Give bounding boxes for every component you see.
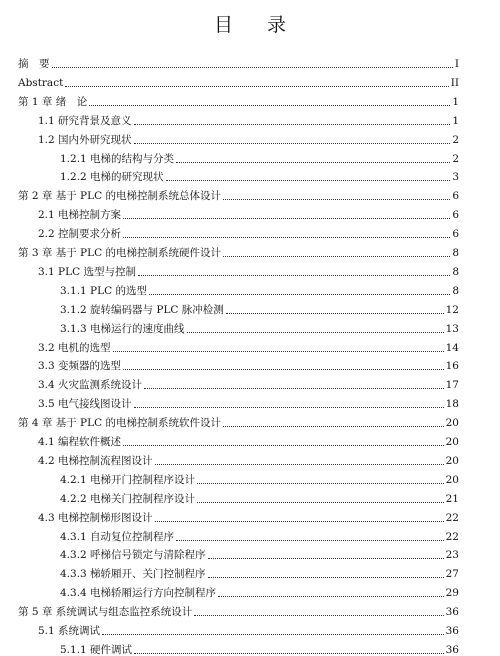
- toc-entry-page: 36: [445, 625, 459, 637]
- toc-entry-label: 4.1 编程软件概述: [38, 436, 122, 448]
- toc-entry-page: 6: [452, 228, 459, 241]
- toc-entry-label: 1.2 国内外研究现状: [38, 133, 132, 146]
- toc-entry-page: I: [454, 58, 459, 70]
- toc-entry-page: 12: [445, 303, 459, 316]
- toc-entry-page: 1: [452, 95, 459, 108]
- toc-dot-leader: [223, 256, 450, 257]
- toc-entry[interactable]: [60, 638, 459, 656]
- toc-entry-label: 2.2 控制要求分析: [38, 228, 122, 241]
- toc-entry-label: 5.1 系统调试: [38, 625, 101, 637]
- toc-entry-label: 第 5 章 系统调试与组态监控系统设计: [18, 606, 193, 619]
- toc-entry-label: 3.2 电机的选型: [38, 341, 111, 354]
- toc-entry[interactable]: [60, 525, 459, 543]
- toc-entry-label: Abstract: [18, 76, 64, 89]
- toc-entry-page: 23: [445, 549, 459, 562]
- toc-entry-label: 4.3.2 呼梯信号锁定与清除程序: [60, 549, 206, 562]
- toc-entry[interactable]: [60, 581, 459, 599]
- toc-entry-label: 4.3.4 电梯轿厢运行方向控制程序: [60, 587, 217, 600]
- toc-entry[interactable]: [18, 600, 459, 618]
- toc-dot-leader: [166, 180, 451, 181]
- toc-dot-leader: [194, 615, 443, 616]
- toc-dot-leader: [134, 653, 444, 654]
- toc-entry-page: 3: [452, 171, 459, 184]
- toc-dot-leader: [123, 369, 444, 370]
- toc-entry[interactable]: [18, 411, 459, 429]
- toc-entry-page: 36: [445, 606, 459, 619]
- toc-entry-label: 1.1 研究背景及意义: [38, 114, 132, 127]
- toc-entry-page: 13: [445, 322, 459, 335]
- toc-entry[interactable]: [18, 184, 459, 202]
- toc-entry-page: 36: [445, 643, 459, 656]
- toc-entry-page: 29: [445, 587, 459, 600]
- toc-entry-page: 16: [445, 360, 459, 373]
- toc-entry[interactable]: [38, 260, 459, 278]
- toc-entry[interactable]: [38, 373, 459, 391]
- toc-dot-leader: [113, 351, 444, 352]
- toc-entry-label: 4.2 电梯控制流程图设计: [38, 454, 153, 467]
- toc-entry-label: 第 3 章 基于 PLC 的电梯控制系统硬件设计: [18, 247, 221, 259]
- toc-entry-page: 8: [452, 265, 459, 278]
- toc-dot-leader: [52, 67, 453, 68]
- toc-entry-page: 17: [445, 379, 459, 392]
- toc-entry[interactable]: [38, 506, 459, 524]
- toc-dot-leader: [223, 199, 450, 200]
- toc-dot-leader: [155, 464, 444, 465]
- toc-entry-label: 2.1 电梯控制方案: [38, 209, 122, 222]
- toc-dot-leader: [218, 596, 444, 597]
- toc-entry-label: 4.2.1 电梯开门控制程序设计: [60, 473, 196, 486]
- toc-entry-page: 6: [452, 209, 459, 222]
- toc-entry[interactable]: [60, 298, 459, 316]
- toc-entry[interactable]: [38, 336, 459, 354]
- toc-entry[interactable]: [38, 619, 459, 637]
- toc-entry-label: 5.1.1 硬件调试: [60, 643, 133, 656]
- toc-entry[interactable]: [60, 468, 459, 486]
- toc-entry-label: 3.1.3 电梯运行的速度曲线: [60, 322, 185, 335]
- toc-dot-leader: [134, 143, 451, 144]
- toc-entry-label: 3.1.2 旋转编码器与 PLC 脉冲检测: [60, 303, 224, 316]
- toc-entry[interactable]: [38, 449, 459, 467]
- toc-entry[interactable]: [60, 317, 459, 335]
- toc-entry[interactable]: [18, 90, 459, 108]
- toc-dot-leader: [123, 237, 450, 238]
- toc-dot-leader: [176, 162, 450, 163]
- toc-entry-label: 1.2.2 电梯的研究现状: [60, 171, 164, 184]
- toc-entry-label: 4.3.1 自动复位控制程序: [60, 530, 175, 543]
- toc-dot-leader: [197, 502, 444, 503]
- toc-entry[interactable]: [60, 562, 459, 580]
- toc-dot-leader: [144, 388, 444, 389]
- toc-entry-page: 8: [452, 284, 459, 297]
- toc-dot-leader: [187, 332, 444, 333]
- toc-entry[interactable]: [38, 354, 459, 372]
- toc-dot-leader: [123, 445, 444, 446]
- toc-entry-page: 2: [452, 133, 459, 146]
- toc-dot-leader: [176, 540, 444, 541]
- toc-dot-leader: [134, 407, 444, 408]
- toc-dot-leader: [197, 483, 444, 484]
- toc-entry[interactable]: [38, 430, 459, 448]
- toc-entry-page: 18: [445, 398, 459, 411]
- toc-entry-page: 22: [445, 511, 459, 524]
- toc-entry-label: 摘 要: [18, 58, 50, 70]
- toc-entry-page: 27: [445, 568, 459, 581]
- toc-entry-label: 3.1 PLC 选型与控制: [38, 265, 136, 278]
- toc-entry-label: 3.1.1 PLC 的选型: [60, 284, 147, 297]
- toc-dot-leader: [223, 426, 444, 427]
- toc-entry[interactable]: [38, 203, 459, 221]
- toc-dot-leader: [208, 558, 444, 559]
- toc-entry-page: 6: [452, 190, 459, 203]
- toc-entry-page: II: [450, 76, 459, 89]
- toc-entry-label: 1.2.1 电梯的结构与分类: [60, 152, 175, 165]
- toc-entry[interactable]: [60, 487, 459, 505]
- toc-entry[interactable]: [38, 392, 459, 410]
- toc-entry-page: 20: [445, 417, 459, 430]
- toc-dot-leader: [123, 218, 450, 219]
- toc-dot-leader: [226, 313, 444, 314]
- toc-entry-label: 第 2 章 基于 PLC 的电梯控制系统总体设计: [18, 190, 221, 203]
- toc-entry-page: 14: [445, 341, 459, 354]
- toc-entry-label: 4.3 电梯控制梯形图设计: [38, 511, 153, 524]
- toc-entry[interactable]: [18, 241, 459, 259]
- toc-entry[interactable]: [38, 109, 459, 127]
- toc-dot-leader: [208, 577, 444, 578]
- page-title: 目 录: [213, 14, 301, 36]
- toc-entry-page: 22: [445, 530, 459, 543]
- toc-entry[interactable]: [60, 543, 459, 561]
- toc-entry-page: 21: [445, 492, 459, 505]
- toc-dot-leader: [65, 86, 448, 87]
- toc-entry-label: 4.3.3 梯轿厢开、关门控制程序: [60, 568, 206, 581]
- toc-entry[interactable]: [60, 147, 459, 165]
- toc-entry-page: 20: [445, 454, 459, 467]
- toc-entry-label: 第 4 章 基于 PLC 的电梯控制系统软件设计: [18, 417, 221, 430]
- toc-entry-label: 3.5 电气接线图设计: [38, 398, 132, 411]
- toc-entry[interactable]: [38, 222, 459, 240]
- toc-entry-label: 第 1 章 绪 论: [18, 95, 88, 108]
- toc-dot-leader: [134, 124, 451, 125]
- toc-entry[interactable]: [18, 52, 459, 70]
- toc-entry[interactable]: [60, 165, 459, 183]
- toc-entry-page: 20: [445, 436, 459, 448]
- toc-dot-leader: [89, 105, 450, 106]
- toc-entry[interactable]: [38, 128, 459, 146]
- toc-entry[interactable]: [60, 279, 459, 297]
- toc-entry-label: 3.4 火灾监测系统设计: [38, 379, 143, 392]
- toc-entry-page: 1: [452, 114, 459, 127]
- toc-dot-leader: [155, 521, 444, 522]
- toc-dot-leader: [102, 634, 444, 635]
- toc-entry-label: 3.3 变频器的选型: [38, 360, 122, 373]
- toc-entry-label: 4.2.2 电梯关门控制程序设计: [60, 492, 196, 505]
- toc-entry[interactable]: [18, 71, 459, 89]
- toc-entry-page: 8: [452, 247, 459, 259]
- toc-entry-page: 2: [452, 152, 459, 165]
- toc-entry-page: 20: [445, 473, 459, 486]
- toc-dot-leader: [149, 294, 450, 295]
- toc-dot-leader: [138, 275, 450, 276]
